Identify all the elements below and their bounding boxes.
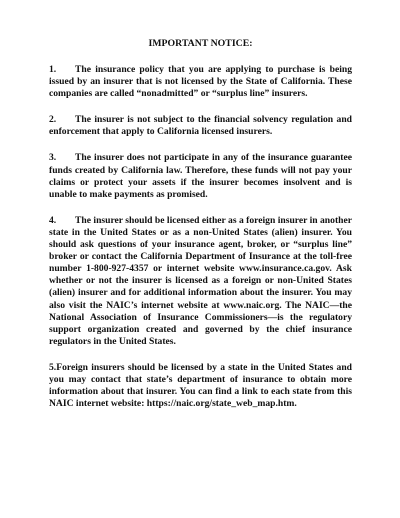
notice-item-text: Foreign insurers should be licensed by a state in the United States and you may contact that state’s department of insurance to obtain more information about that insurer. You can find a link to each state from this NAIC internet website: https://naic.org/state_web_map.htm. <box>49 361 352 410</box>
notice-item-4 <box>49 215 352 348</box>
notice-item-number: 4. <box>49 214 57 226</box>
notice-item-3 <box>49 152 352 200</box>
notice-item-number: 3. <box>49 152 57 164</box>
notice-item-1 <box>49 64 352 100</box>
notice-item-text: The insurer does not participate in any of the insurance guarantee funds created by California law. Therefore, these funds will not pay your claims or protect your assets if the insurer becomes insolvent and is unable to make payments as promised. <box>49 152 352 200</box>
notice-item-number: 1. <box>49 64 57 75</box>
notice-item-2 <box>49 114 352 138</box>
notice-item-number: 2. <box>49 114 57 126</box>
notice-item-text: The insurer is not subject to the financial solvency regulation and enforcement that apply to California licensed insurers. <box>49 114 352 138</box>
notice-item-5 <box>49 362 352 410</box>
notice-item-text: The insurance policy that you are applying to purchase is being issued by an insurer that is not licensed by the State of California. These companies are called “nonadmitted” or “surplus line” insurers. <box>49 64 352 100</box>
notice-title: IMPORTANT NOTICE: <box>148 38 253 49</box>
notice-item-text: The insurer should be licensed either as a foreign insurer in another state in the United States or as a non-United States (alien) insurer. You should ask questions of your insurance agent, broker, or “surplus line” broker or contact the California Department of Insurance at the toll-free number 1-800-927-4357 or internet website www.insurance.ca.gov. Ask whether or not the insurer is licensed as a foreign or non-United States (alien) insurer and for additional information about the insurer. You may also visit the NAIC’s internet website at www.naic.org. The NAIC—the National Association of Insurance Commissioners—is the regulatory support organization created and governed by the chief insurance regulators in the United States. <box>49 214 352 347</box>
notice-item-number: 5. <box>49 361 57 373</box>
